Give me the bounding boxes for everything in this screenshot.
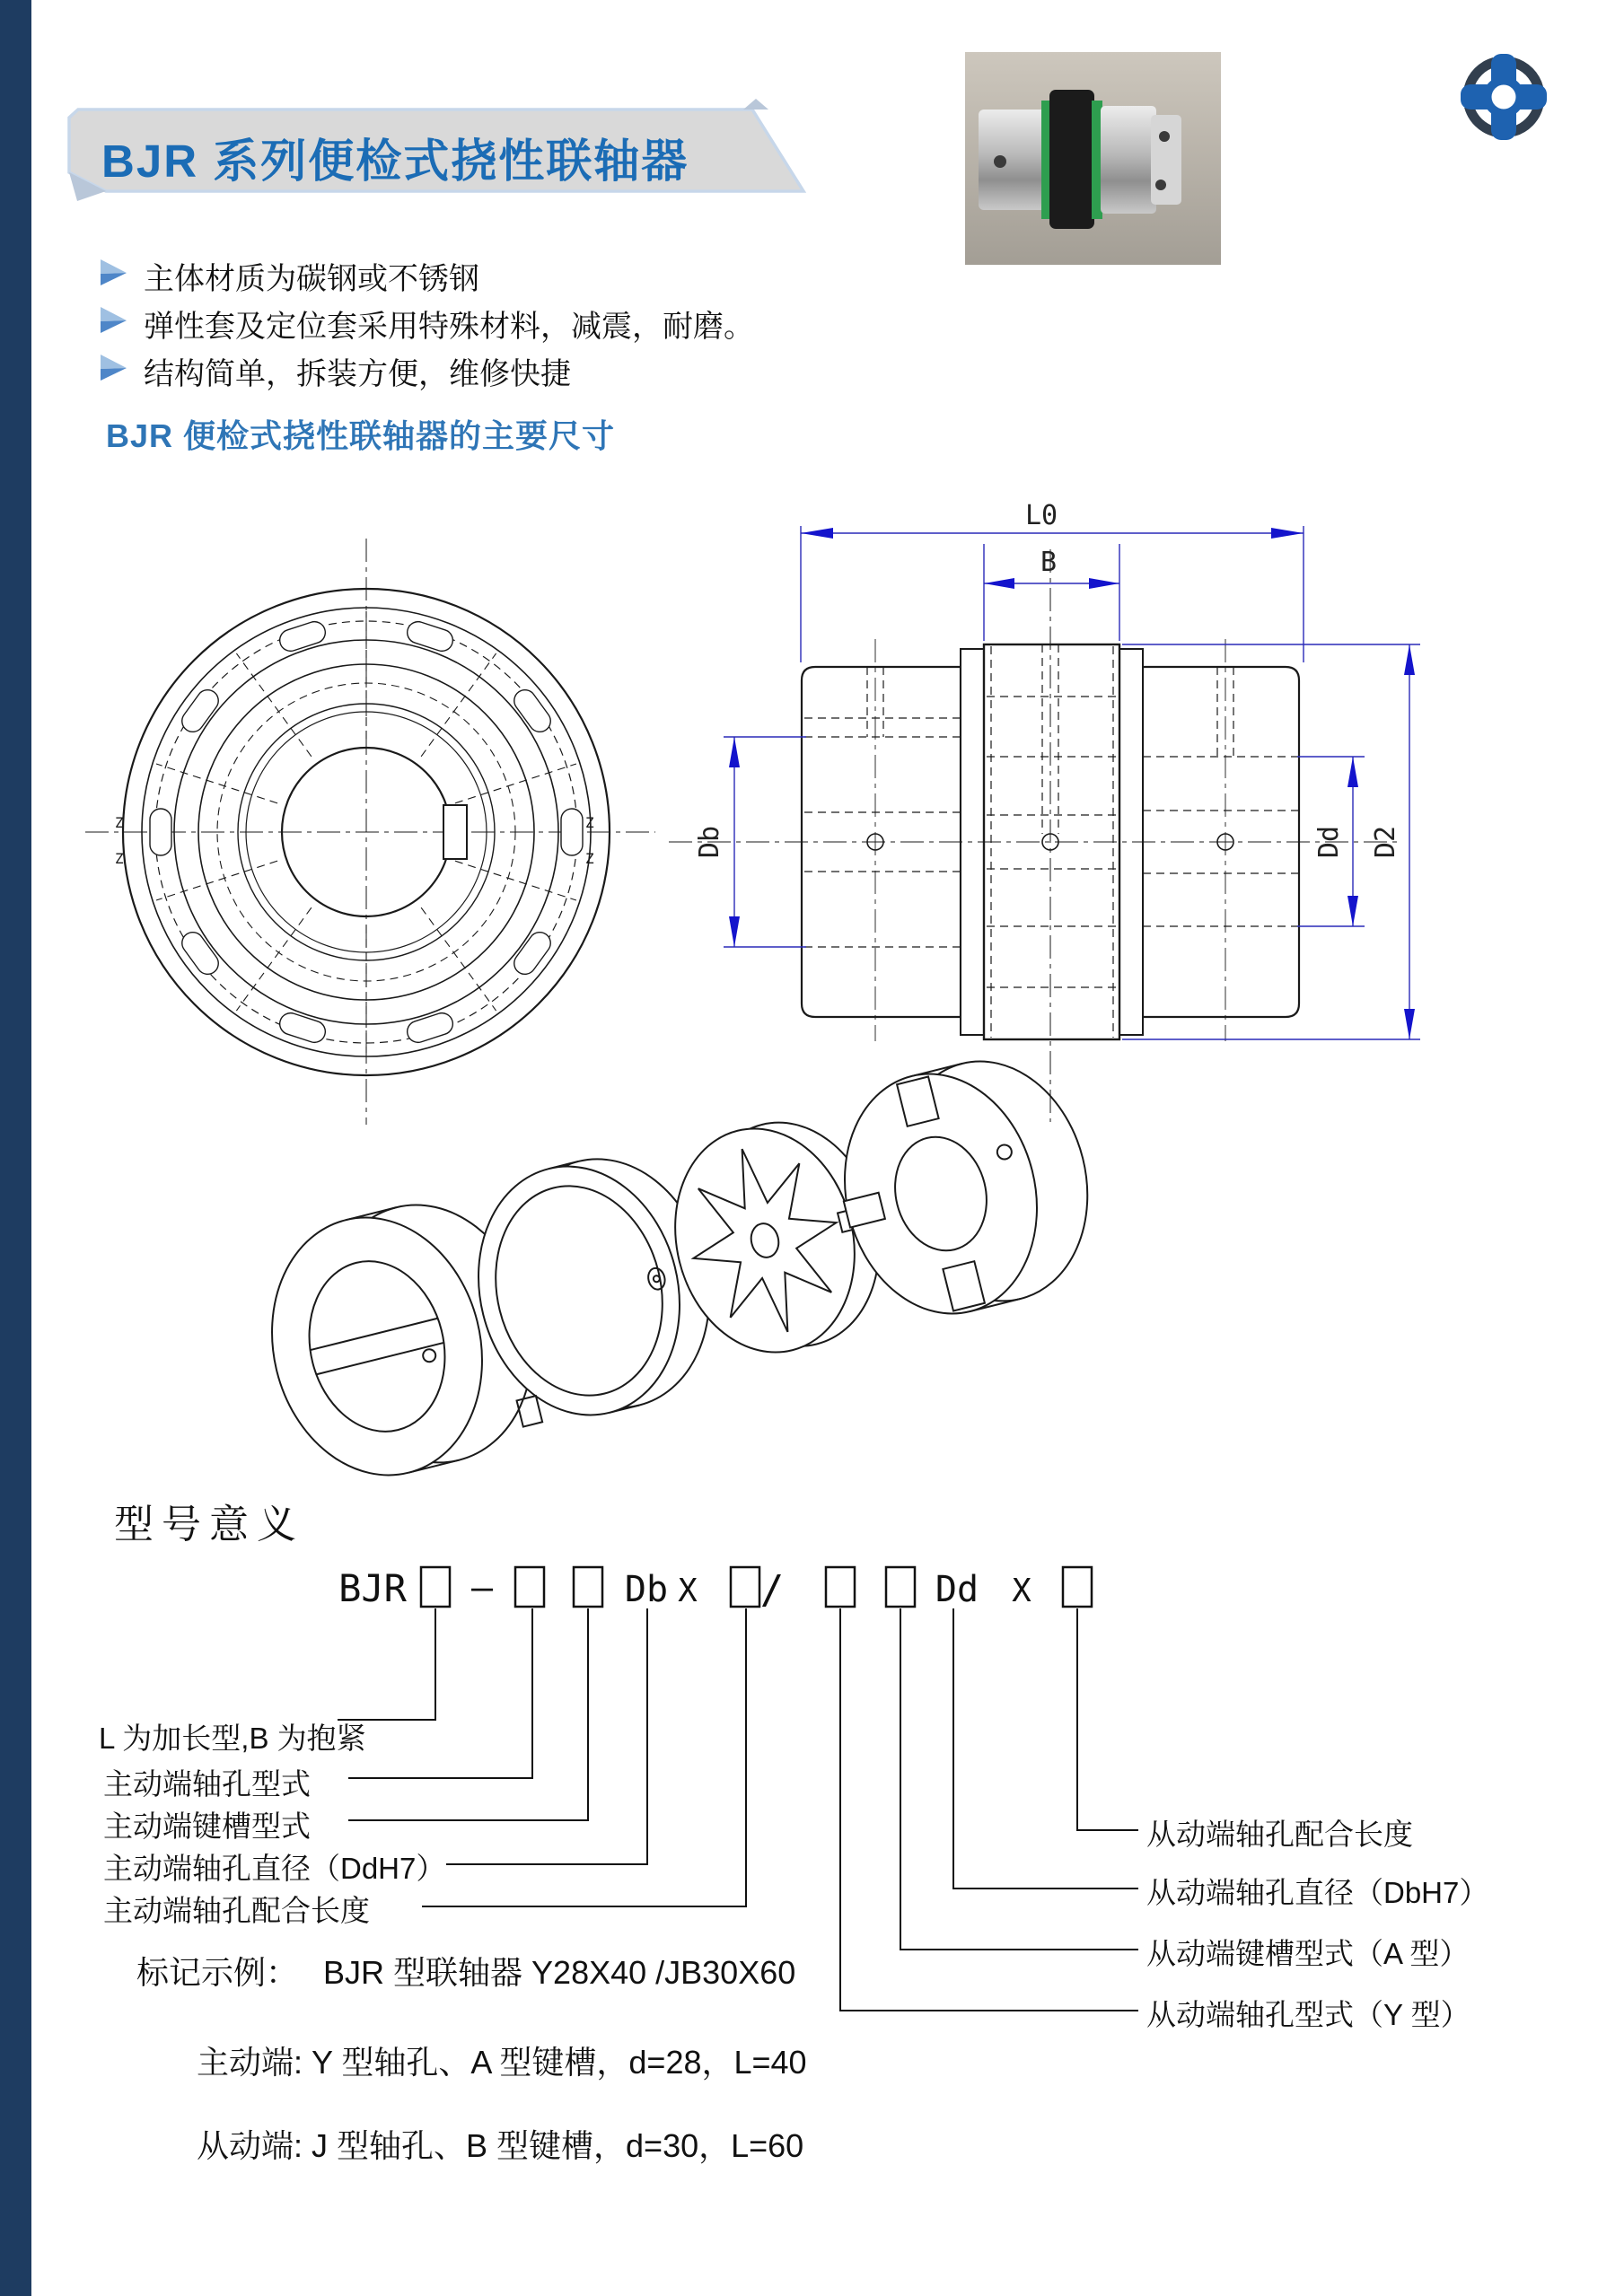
section-subtitle: BJR 便检式挠性联轴器的主要尺寸: [106, 417, 616, 454]
code-label-right: 从动端键槽型式（A 型）: [1146, 1937, 1470, 1970]
code-box: [1063, 1567, 1092, 1607]
page-title: BJR 系列便检式挠性联轴器: [101, 136, 689, 187]
code-label-left: L 为加长型,B 为抱紧: [99, 1722, 366, 1755]
section-mark: Z: [115, 850, 124, 867]
exploded-view-drawing: [245, 1041, 1111, 1498]
code-x1: X: [678, 1573, 698, 1609]
code-slash: /: [759, 1567, 785, 1613]
feature-bullet: 主体材质为碳钢或不锈钢: [144, 262, 479, 296]
marking-example-row: [136, 1948, 795, 1994]
dim-label-b: B: [1040, 547, 1058, 578]
code-db: Db: [624, 1569, 669, 1610]
code-box: [515, 1567, 544, 1607]
product-photo: [965, 52, 1221, 265]
dim-label-d2: D2: [1370, 825, 1401, 859]
section-mark: Z: [585, 850, 594, 867]
dim-label-l0: L0: [1024, 500, 1058, 531]
code-label-left: 主动端轴孔直径（DdH7）: [103, 1852, 446, 1885]
company-logo-icon: [1461, 54, 1548, 141]
section-mark: Z: [585, 814, 594, 831]
front-view-drawing: [85, 539, 655, 1125]
dim-label-db: Db: [694, 825, 725, 859]
code-box: [886, 1567, 915, 1607]
arrow-bullet-icon: [101, 355, 127, 381]
code-label-right: 从动端轴孔直径（DbH7）: [1146, 1876, 1489, 1909]
code-box: [421, 1567, 450, 1607]
marking-example-code: BJR 型联轴器 Y28X40 /JB30X60: [323, 1954, 796, 1991]
code-box: [731, 1567, 759, 1607]
side-view-drawing: [669, 549, 1400, 1122]
code-prefix: BJR: [338, 1566, 407, 1610]
feature-bullet: 弹性套及定位套采用特殊材料，减震，耐磨。: [144, 310, 754, 344]
model-meaning-heading: 型号意义: [114, 1503, 304, 1547]
code-label-left: 主动端键槽型式: [103, 1810, 311, 1843]
feature-bullet: 结构简单，拆装方便，维修快捷: [144, 357, 571, 391]
code-label-left: 主动端轴孔配合长度: [103, 1894, 370, 1927]
code-box: [826, 1567, 855, 1607]
code-dash: –: [470, 1567, 494, 1608]
driven-end-example: 从动端: J 型轴孔、B 型键槽，d=30，L=60: [197, 2127, 804, 2164]
code-x2: X: [1012, 1573, 1031, 1609]
bullet-arrow-icons: [101, 259, 127, 381]
marking-example-prefix: 标记示例：: [136, 1954, 299, 1991]
code-label-right: 从动端轴孔型式（Y 型）: [1146, 1998, 1470, 2031]
code-label-left: 主动端轴孔型式: [103, 1767, 311, 1801]
code-box: [574, 1567, 602, 1607]
driving-end-example: 主动端: Y 型轴孔、A 型键槽，d=28，L=40: [197, 2044, 807, 2081]
code-label-right: 从动端轴孔配合长度: [1146, 1818, 1413, 1851]
section-mark: Z: [115, 814, 124, 831]
arrow-bullet-icon: [101, 259, 127, 285]
code-dd: Dd: [935, 1569, 979, 1610]
arrow-bullet-icon: [101, 307, 127, 333]
banner-fold-top-right: [743, 99, 768, 110]
model-code-diagram: [338, 1566, 1138, 2011]
dim-label-dd: Dd: [1313, 825, 1345, 859]
